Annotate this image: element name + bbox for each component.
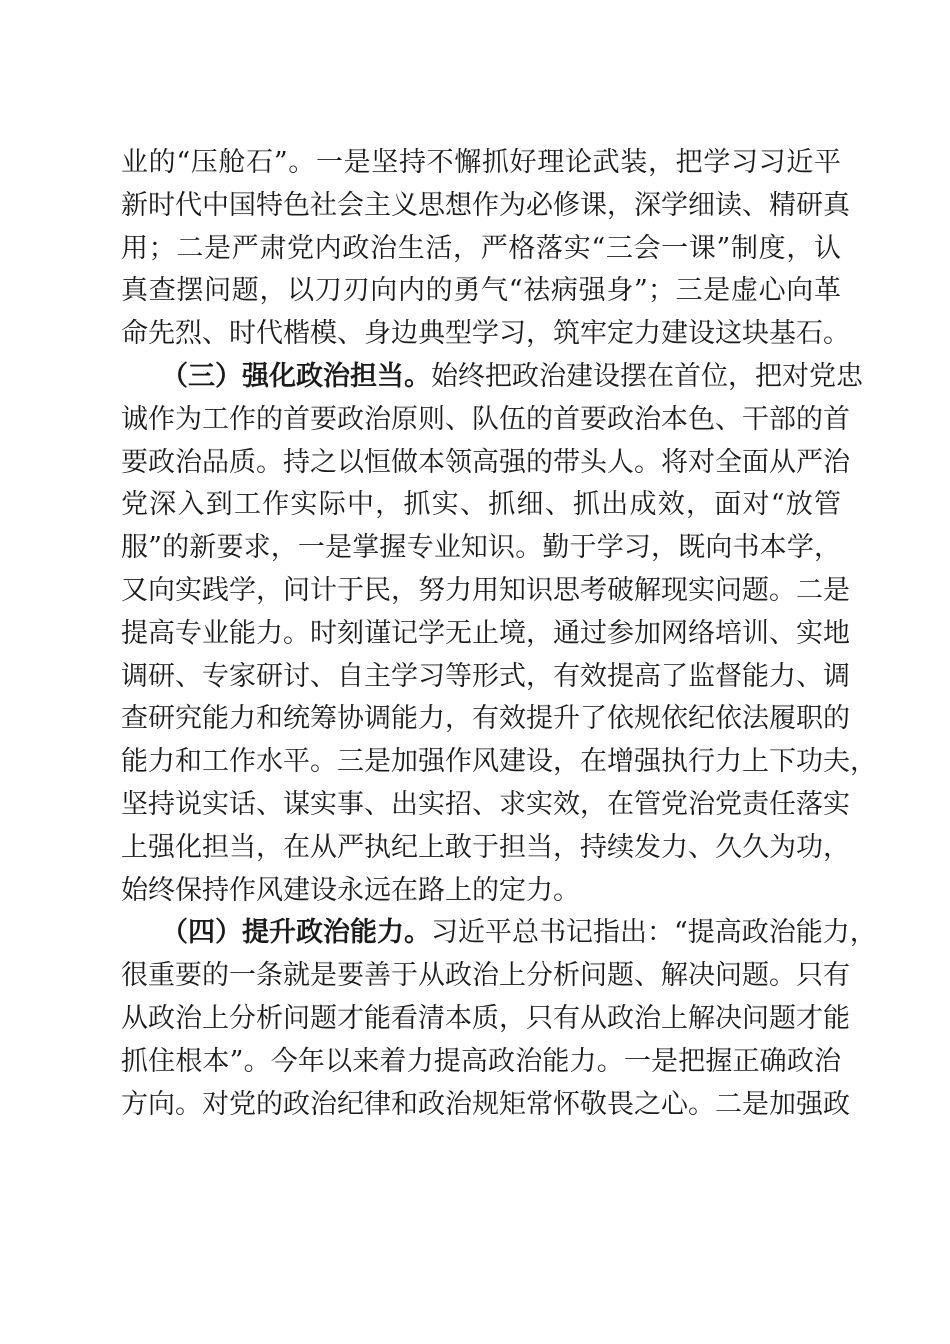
text-line: 新时代中国特色社会主义思想作为必修课，深学细读、精研真 bbox=[121, 189, 850, 221]
section-three-first-line-text: 始终把政治建设摆在首位，把对党忠 bbox=[431, 360, 863, 392]
text-line: 又向实践学，问计于民，努力用知识思考破解现实问题。二是 bbox=[121, 574, 850, 606]
text-line: 业的“压舱石”。一是坚持不懈抓好理论武装，把学习习近平 bbox=[121, 147, 841, 178]
text-line: 上强化担当，在从严执纪上敢于担当，持续发力、久久为功， bbox=[121, 831, 850, 863]
section-three-first-line bbox=[121, 356, 863, 399]
section-four-heading: （四）提升政治能力。 bbox=[161, 917, 431, 949]
text-line: 要政治品质。持之以恒做本领高强的带头人。将对全面从严治 bbox=[121, 446, 850, 478]
paragraph-continuation bbox=[121, 142, 850, 356]
text-line: 服”的新要求，一是掌握专业知识。勤于学习，既向书本学， bbox=[121, 532, 841, 564]
text-line: 能力和工作水平。三是加强作风建设，在增强执行力上下功夫， bbox=[121, 746, 877, 778]
text-line: 命先烈、时代楷模、身边典型学习，筑牢定力建设这块基石。 bbox=[121, 318, 850, 350]
text-line: 始终保持作风建设永远在路上的定力。 bbox=[121, 874, 580, 906]
section-four-first-line-text: 习近平总书记指出：“提高政治能力， bbox=[431, 917, 877, 949]
section-three-paragraph bbox=[121, 356, 877, 912]
text-line: 抓住根本”。今年以来着力提高政治能力。一是把握正确政治 bbox=[121, 1045, 841, 1077]
document-body bbox=[121, 142, 877, 1126]
text-line: 真查摆问题，以刀刃向内的勇气“祛病强身”；三是虚心向革 bbox=[121, 275, 841, 307]
text-line: 从政治上分析问题才能看清本质，只有从政治上解决问题才能 bbox=[121, 1002, 850, 1034]
text-line: 用；二是严肃党内政治生活，严格落实“三会一课”制度，认 bbox=[121, 232, 841, 264]
text-line: 党深入到工作实际中，抓实、抓细、抓出成效，面对“放管 bbox=[121, 489, 841, 521]
text-line: 调研、专家研讨、自主学习等形式，有效提高了监督能力、调 bbox=[121, 660, 850, 692]
text-line: 方向。对党的政治纪律和政治规矩常怀敬畏之心。二是加强政 bbox=[121, 1088, 850, 1120]
text-line: 很重要的一条就是要善于从政治上分析问题、解决问题。只有 bbox=[121, 960, 850, 992]
text-line: 坚持说实话、谋实事、出实招、求实效，在管党治党责任落实 bbox=[121, 788, 850, 820]
section-four-paragraph bbox=[121, 912, 877, 1126]
section-three-heading: （三）强化政治担当。 bbox=[161, 360, 431, 392]
text-line: 提高专业能力。时刻谨记学无止境，通过参加网络培训、实地 bbox=[121, 617, 850, 649]
text-line: 诚作为工作的首要政治原则、队伍的首要政治本色、干部的首 bbox=[121, 403, 850, 435]
section-four-first-line bbox=[121, 912, 877, 955]
text-line: 查研究能力和统筹协调能力，有效提升了依规依纪依法履职的 bbox=[121, 703, 850, 735]
